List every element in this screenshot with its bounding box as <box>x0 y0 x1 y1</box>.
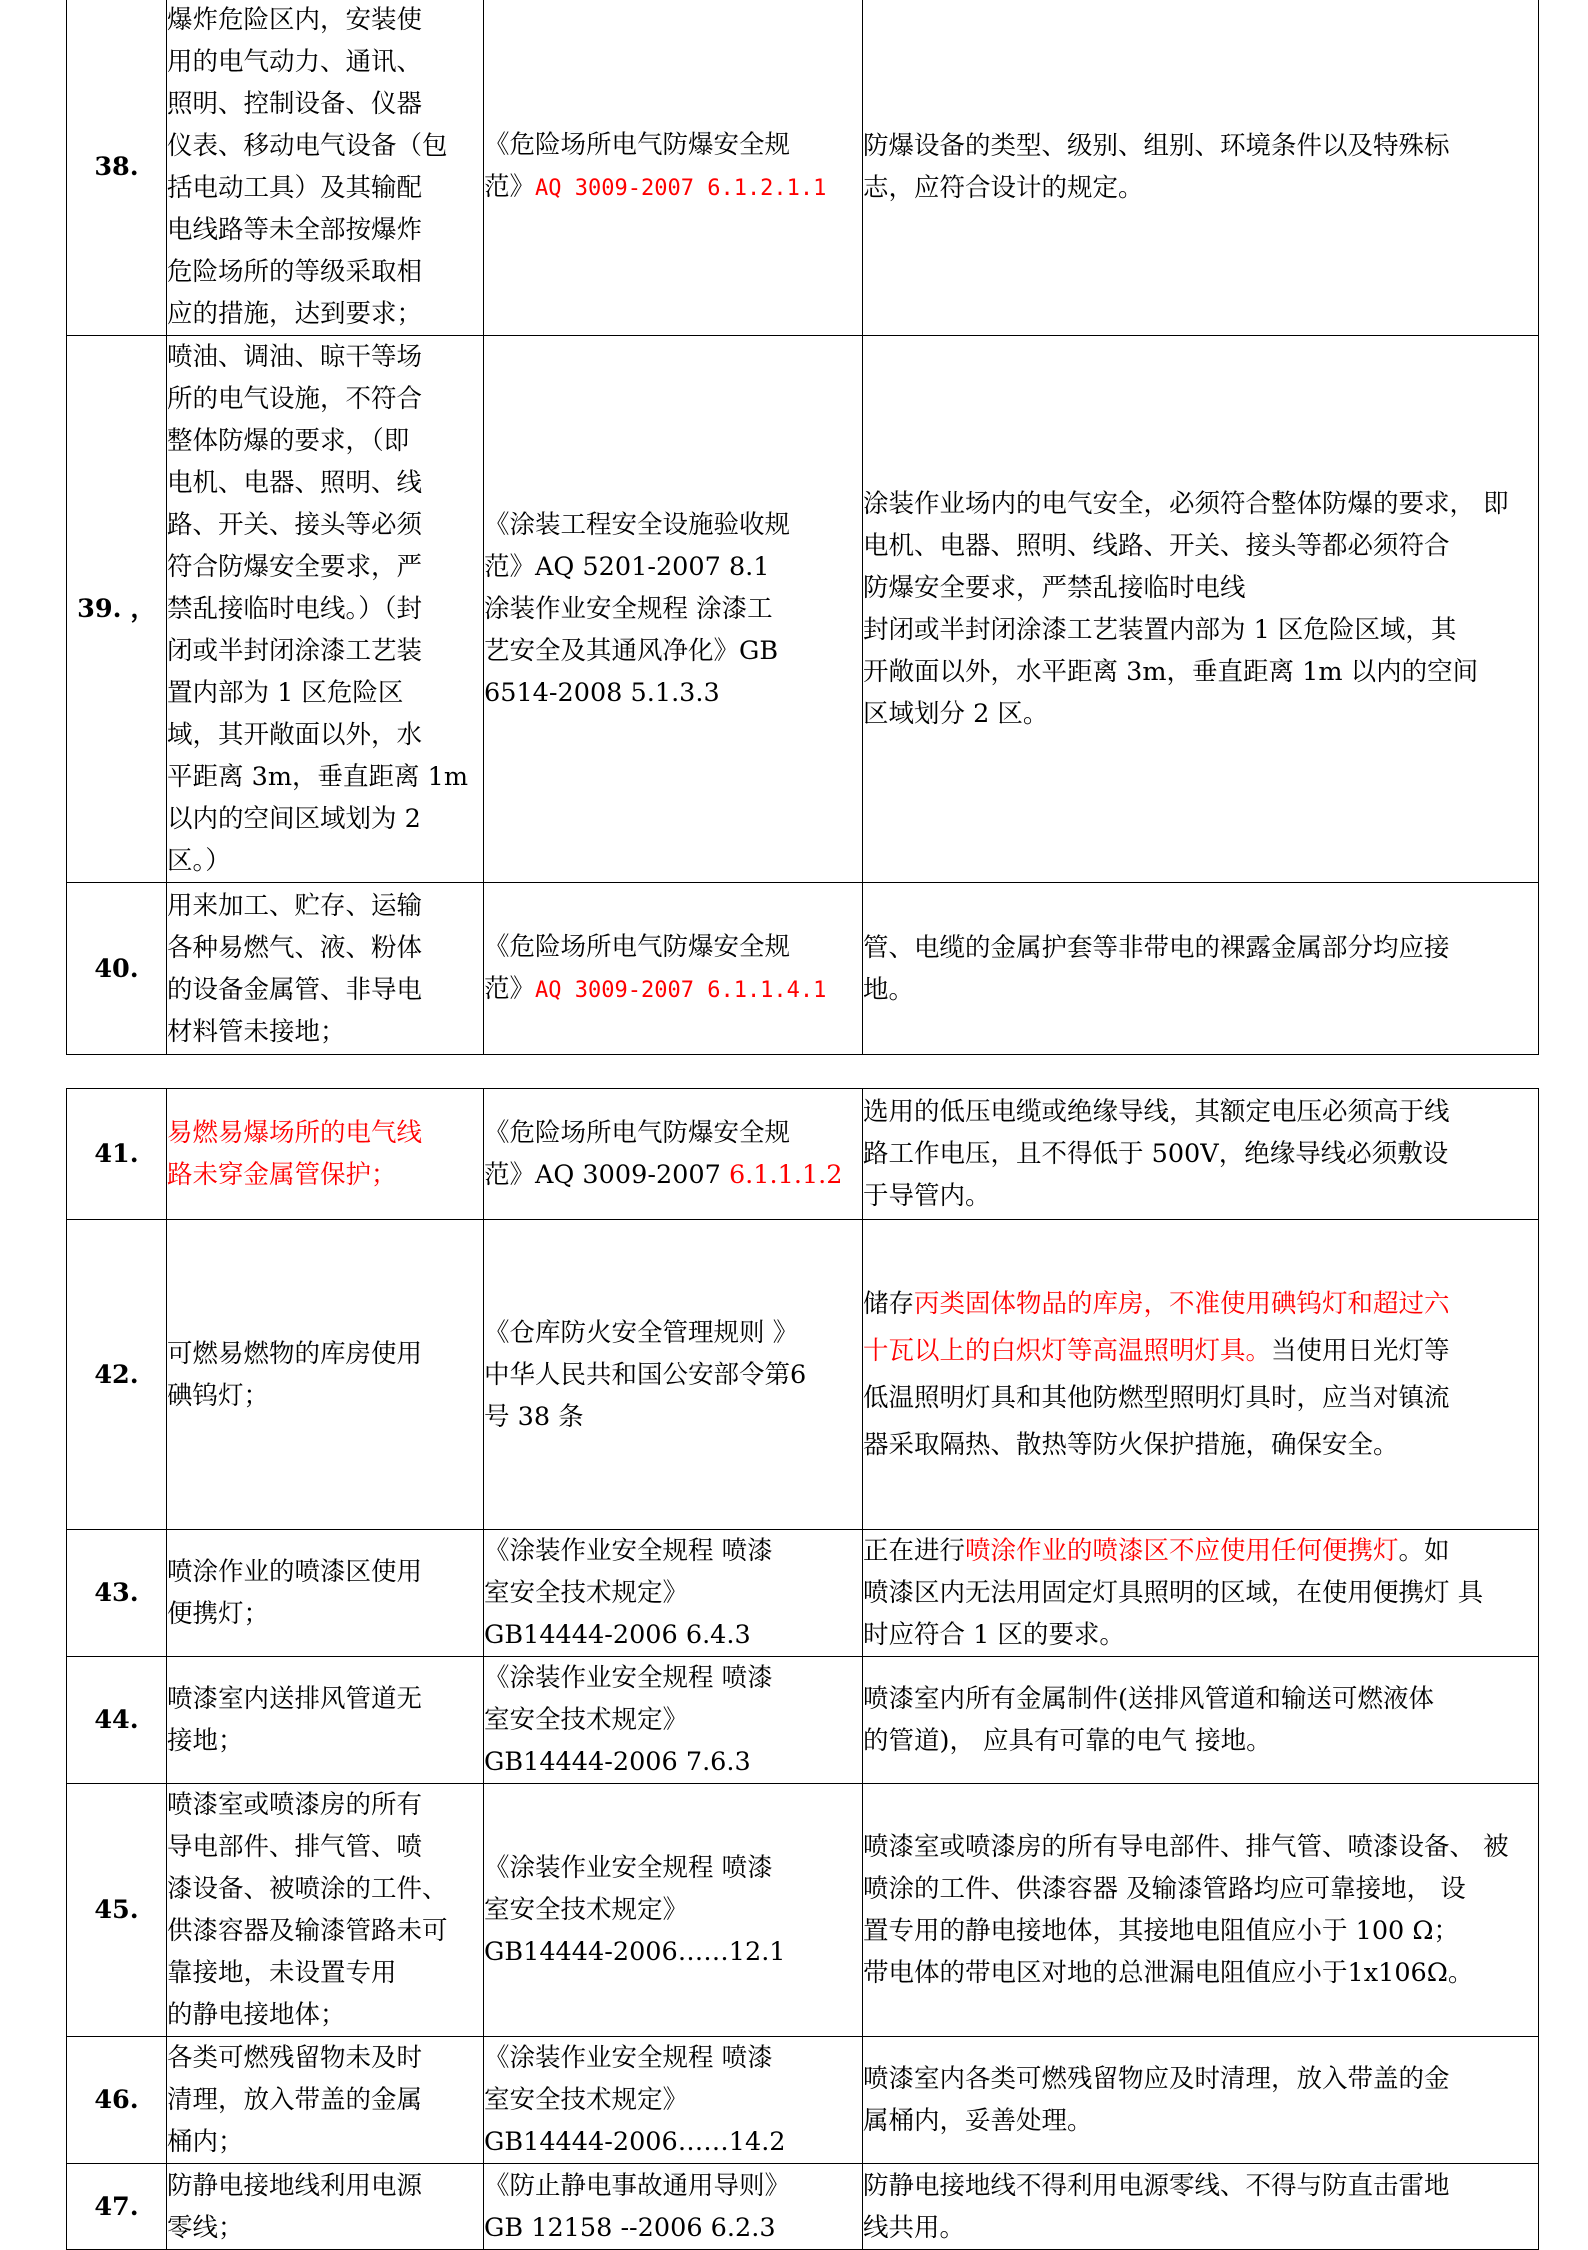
hazard-line: 各类可燃残留物未及时 <box>167 2043 423 2073</box>
requirement-line: 地。 <box>863 974 915 1005</box>
requirement-line: 属桶内，妥善处理。 <box>863 2106 1093 2136</box>
requirement-line: 喷漆区内无法用固定灯具照明的区域，在使用便携灯 具 <box>863 1578 1484 1608</box>
row-number: 44. <box>67 1657 167 1784</box>
table-row <box>67 0 1539 336</box>
requirement-line: 选用的低压电缆或绝缘导线，其额定电压必须高于线 <box>863 1097 1450 1127</box>
requirement-line: 置专用的静电接地体，其接地电阻值应小于 100 Ω； <box>863 1916 1460 1946</box>
hazard-line: 喷油、调油、晾干等场 <box>167 342 423 372</box>
basis-line: 室安全技术规定》 <box>484 2085 689 2115</box>
requirement-line: 低温照明灯具和其他防燃型照明灯具时，应当对镇流 <box>863 1382 1450 1413</box>
requirement-cell <box>863 1530 1539 1657</box>
requirement-line: 喷漆室内各类可燃残留物应及时清理，放入带盖的金 <box>863 2064 1450 2094</box>
hazard-line: 喷涂作业的喷漆区使用 <box>167 1557 423 1587</box>
table-row <box>67 2164 1539 2250</box>
basis-line: 室安全技术规定》 <box>484 1705 689 1735</box>
table-row <box>67 1657 1539 1784</box>
hazard-line: 照明、控制设备、仪器 <box>167 89 423 119</box>
row-number: 45. <box>67 1784 167 2037</box>
hazard-line: 危险场所的等级采取相 <box>167 257 423 287</box>
basis-cell <box>484 2164 863 2250</box>
hazard-line: 靠接地，未设置专用 <box>167 1958 397 1988</box>
basis-line: 《涂装作业安全规程 喷漆 <box>484 1853 773 1883</box>
hazard-line: 零线； <box>167 2212 244 2243</box>
basis-cell <box>484 1657 863 1784</box>
hazard-line: 仪表、移动电气设备（包 <box>167 131 448 161</box>
basis-line: 6514-2008 5.1.3.3 <box>484 678 720 708</box>
hazard-table-2 <box>66 1088 1539 2250</box>
basis-line: 室安全技术规定》 <box>484 1895 689 1925</box>
basis-text: 范》 <box>484 172 536 202</box>
requirement-cell <box>863 2037 1539 2164</box>
basis-line: 《涂装作业安全规程 喷漆 <box>484 2043 773 2073</box>
basis-cell <box>484 336 863 883</box>
basis-line: 《涂装作业安全规程 喷漆 <box>484 1663 773 1693</box>
requirement-line: 喷涂的工件、供漆容器 及输漆管路均应可靠接地， 设 <box>863 1874 1466 1904</box>
table-row <box>67 1089 1539 1220</box>
basis-text: 范》AQ 3009-2007 <box>484 1160 729 1190</box>
hazard-line: 防静电接地线利用电源 <box>167 2170 423 2201</box>
basis-line: 《危险场所电气防爆安全规 <box>484 130 791 160</box>
hazard-line: 导电部件、排气管、喷 <box>167 1832 423 1862</box>
hazard-line: 电线路等未全部按爆炸 <box>167 215 423 245</box>
table-row <box>67 1530 1539 1657</box>
hazard-line: 便携灯； <box>167 1599 270 1629</box>
hazard-line: 供漆容器及输漆管路未可 <box>167 1916 448 1946</box>
requirement-line: 于导管内。 <box>863 1181 991 1211</box>
hazard-cell <box>167 1530 484 1657</box>
hazard-line: 各种易燃气、液、粉体 <box>167 932 423 963</box>
requirement-line: 喷漆室或喷漆房的所有导电部件、排气管、喷漆设备、 被 <box>863 1832 1509 1862</box>
requirement-cell <box>863 1784 1539 2037</box>
requirement-text-red: 丙类固体物品的库房，不准使用碘钨灯和超过六 <box>914 1288 1450 1319</box>
requirement-line: 的管道)， 应具有可靠的电气 接地。 <box>863 1726 1272 1756</box>
basis-cell <box>484 0 863 336</box>
requirement-line: 志，应符合设计的规定。 <box>863 173 1144 203</box>
row-number: 38. <box>67 0 167 336</box>
row-number: 40. <box>67 883 167 1055</box>
basis-line: 《仓库防火安全管理规则 》 <box>484 1317 799 1348</box>
hazard-line: 材料管未接地； <box>167 1016 346 1047</box>
table-row <box>67 883 1539 1055</box>
row-number: 47. <box>67 2164 167 2250</box>
requirement-line: 涂装作业场内的电气安全，必须符合整体防爆的要求， 即 <box>863 489 1509 519</box>
basis-line: 号 38 条 <box>484 1401 584 1432</box>
hazard-table-1 <box>66 0 1539 1055</box>
basis-line: 《防止静电事故通用导则》 <box>484 2170 791 2201</box>
basis-line <box>484 1154 862 1196</box>
basis-line: 室安全技术规定》 <box>484 1578 689 1608</box>
basis-cell <box>484 1784 863 2037</box>
requirement-text-red: 十瓦以上的白炽灯等高温照明灯具。 <box>863 1335 1272 1366</box>
requirement-text: 。如 <box>1398 1536 1450 1566</box>
requirement-line: 时应符合 1 区的要求。 <box>863 1620 1125 1650</box>
hazard-line: 可燃易燃物的库房使用 <box>167 1338 423 1369</box>
hazard-cell <box>167 2037 484 2164</box>
basis-line: 涂装作业安全规程 涂漆工 <box>484 594 773 624</box>
requirement-cell <box>863 883 1539 1055</box>
hazard-line: 以内的空间区域划为 2 <box>167 804 421 834</box>
row-number: 43. <box>67 1530 167 1657</box>
basis-line: GB14444-2006 7.6.3 <box>484 1747 751 1777</box>
basis-cell <box>484 1530 863 1657</box>
requirement-line <box>863 1328 1538 1375</box>
hazard-line: 的静电接地体； <box>167 2000 346 2030</box>
hazard-line: 域，其开敞面以外，水 <box>167 720 423 750</box>
hazard-line: 符合防爆安全要求，严 <box>167 552 423 582</box>
basis-cell <box>484 2037 863 2164</box>
basis-line: GB14444-2006 6.4.3 <box>484 1620 751 1650</box>
hazard-line: 用来加工、贮存、运输 <box>167 890 423 921</box>
basis-clause-red: AQ 3009-2007 6.1.2.1.1 <box>535 176 827 201</box>
hazard-line: 平距离 3m，垂直距离 1m <box>167 762 469 792</box>
basis-text: 范》 <box>484 973 536 1004</box>
basis-line: GB 12158 --2006 6.2.3 <box>484 2212 776 2243</box>
hazard-line: 接地； <box>167 1726 244 1756</box>
basis-line: 《涂装工程安全设施验收规 <box>484 510 791 540</box>
basis-line: 艺安全及其通风净化》GB <box>484 636 779 666</box>
requirement-line <box>863 1281 1538 1328</box>
requirement-cell <box>863 1657 1539 1784</box>
basis-clause-red: AQ 3009-2007 6.1.1.4.1 <box>535 977 827 1003</box>
hazard-cell <box>167 336 484 883</box>
hazard-cell <box>167 1220 484 1530</box>
hazard-line: 整体防爆的要求，（即 <box>167 426 410 456</box>
hazard-line: 爆炸危险区内，安装使 <box>167 5 423 35</box>
hazard-cell <box>167 1657 484 1784</box>
hazard-cell <box>167 2164 484 2250</box>
basis-line: 《涂装作业安全规程 喷漆 <box>484 1536 773 1566</box>
row-number: 41. <box>67 1089 167 1220</box>
hazard-cell <box>167 1089 484 1220</box>
table-row <box>67 1220 1539 1530</box>
hazard-line-red: 路未穿金属管保护； <box>167 1160 397 1190</box>
hazard-line: 喷漆室内送排风管道无 <box>167 1684 423 1714</box>
basis-cell <box>484 883 863 1055</box>
table-row <box>67 2037 1539 2164</box>
requirement-line <box>863 1530 1538 1572</box>
hazard-line: 用的电气动力、通讯、 <box>167 47 423 77</box>
hazard-line-red: 易燃易爆场所的电气线 <box>167 1118 423 1148</box>
hazard-line: 禁乱接临时电线。）（封 <box>167 594 423 624</box>
requirement-line: 防爆安全要求，严禁乱接临时电线 <box>863 573 1246 603</box>
basis-line <box>484 166 862 210</box>
requirement-line: 路工作电压，且不得低于 500V，绝缘导线必须敷设 <box>863 1139 1449 1169</box>
basis-cell <box>484 1089 863 1220</box>
basis-line: 范》AQ 5201-2007 8.1 <box>484 552 770 582</box>
requirement-line: 喷漆室内所有金属制件(送排风管道和输送可燃液体 <box>863 1684 1434 1714</box>
requirement-line: 封闭或半封闭涂漆工艺装置内部为 1 区危险区域，其 <box>863 615 1457 645</box>
hazard-line: 桶内； <box>167 2127 244 2157</box>
basis-line: 《危险场所电气防爆安全规 <box>484 931 791 962</box>
basis-line <box>484 968 862 1012</box>
basis-line: GB14444-2006……12.1 <box>484 1937 786 1967</box>
hazard-cell <box>167 883 484 1055</box>
hazard-line: 应的措施，达到要求； <box>167 299 423 329</box>
table-row <box>67 336 1539 883</box>
hazard-line: 闭或半封闭涂漆工艺装 <box>167 636 423 666</box>
requirement-line: 区域划分 2 区。 <box>863 699 1049 729</box>
requirement-line: 防爆设备的类型、级别、组别、环境条件以及特殊标 <box>863 131 1450 161</box>
row-number: 42. <box>67 1220 167 1530</box>
requirement-line: 线共用。 <box>863 2212 966 2243</box>
requirement-line: 电机、电器、照明、线路、开关、接头等都必须符合 <box>863 531 1450 561</box>
hazard-line: 的设备金属管、非导电 <box>167 974 423 1005</box>
hazard-line: 路、开关、接头等必须 <box>167 510 423 540</box>
hazard-line: 电机、电器、照明、线 <box>167 468 423 498</box>
requirement-cell <box>863 1220 1539 1530</box>
requirement-line: 带电体的带电区对地的总泄漏电阻值应小于1x106Ω。 <box>863 1958 1474 1988</box>
hazard-line: 喷漆室或喷漆房的所有 <box>167 1790 423 1820</box>
requirement-line: 防静电接地线不得利用电源零线、不得与防直击雷地 <box>863 2170 1450 2201</box>
row-number: 39. ， <box>67 336 167 883</box>
requirement-text: 当使用日光灯等 <box>1271 1335 1450 1366</box>
requirement-line: 开敞面以外，水平距离 3m，垂直距离 1m 以内的空间 <box>863 657 1479 687</box>
hazard-line: 清理，放入带盖的金属 <box>167 2085 423 2115</box>
requirement-line: 管、电缆的金属护套等非带电的裸露金属部分均应接 <box>863 932 1450 963</box>
basis-line: 《危险场所电气防爆安全规 <box>484 1118 791 1148</box>
basis-cell <box>484 1220 863 1530</box>
basis-line: GB14444-2006……14.2 <box>484 2127 786 2157</box>
requirement-cell <box>863 0 1539 336</box>
hazard-line: 括电动工具）及其输配 <box>167 173 423 203</box>
hazard-line: 碘钨灯； <box>167 1380 270 1411</box>
requirement-cell <box>863 2164 1539 2250</box>
row-number: 46. <box>67 2037 167 2164</box>
requirement-text: 正在进行 <box>863 1536 966 1566</box>
hazard-line: 区。） <box>167 846 231 876</box>
hazard-line: 漆设备、被喷涂的工件、 <box>167 1874 448 1904</box>
table-row <box>67 1784 1539 2037</box>
requirement-line: 器采取隔热、散热等防火保护措施，确保安全。 <box>863 1429 1399 1460</box>
requirement-cell <box>863 1089 1539 1220</box>
requirement-text: 储存 <box>863 1288 915 1319</box>
requirement-cell <box>863 336 1539 883</box>
hazard-line: 置内部为 1 区危险区 <box>167 678 404 708</box>
hazard-cell <box>167 0 484 336</box>
basis-clause-red: 6.1.1.1.2 <box>728 1160 843 1190</box>
basis-line: 中华人民共和国公安部令第6 <box>484 1359 807 1390</box>
hazard-line: 所的电气设施，不符合 <box>167 384 423 414</box>
requirement-text-red: 喷涂作业的喷漆区不应使用任何便携灯 <box>965 1536 1399 1566</box>
hazard-cell <box>167 1784 484 2037</box>
